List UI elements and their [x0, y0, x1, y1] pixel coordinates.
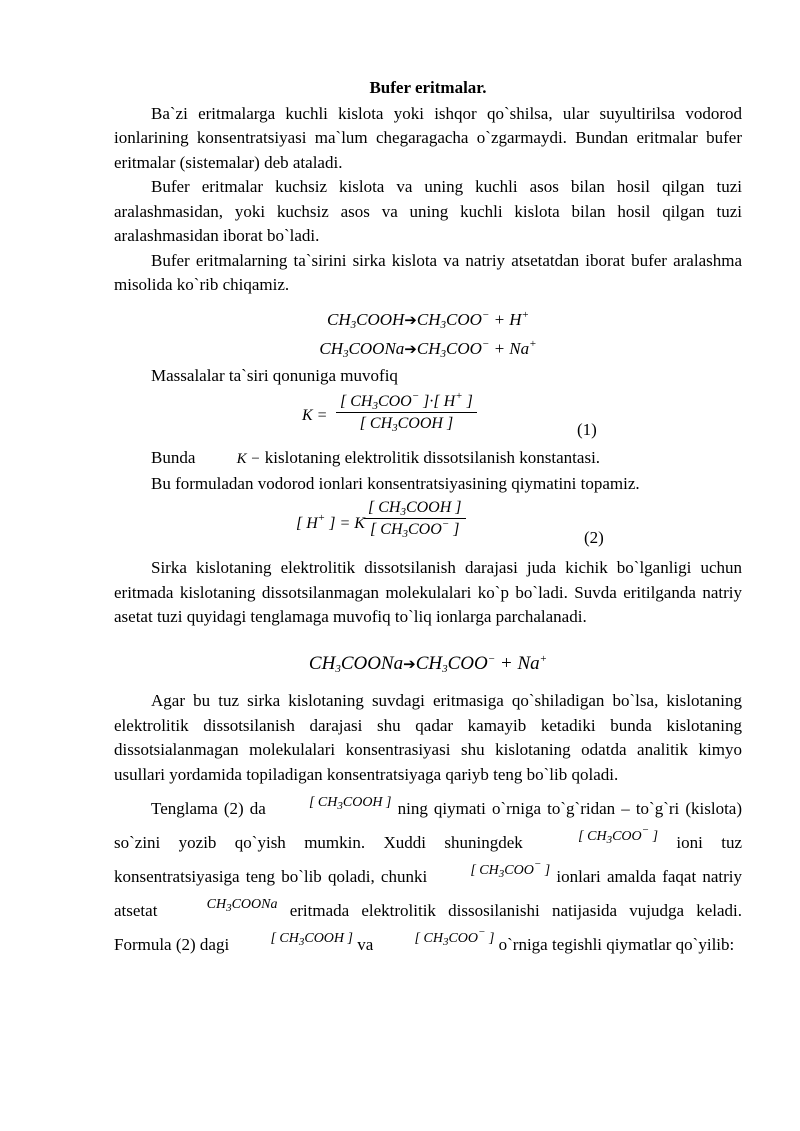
paragraph-definition: Bufer eritmalar kuchsiz kislota va uning kuchli asos bilan hosil qilgan tuzi aralashmasidan, yoki kuchsiz asos va uning kuchli kislota bilan hosil qilgan tuzi aralashmasidan iborat bo`ladi.	[114, 177, 742, 245]
formula-h-lhs: [ H+ ] = K	[296, 512, 365, 532]
equation-sodium-acetate-dissociation: $CH_3COONa➔CH_3COO^- + Na^+$	[319, 337, 537, 360]
paragraph-k-definition: Bunda K − kislotaning elektrolitik dissotsilanish konstantasi.	[114, 446, 742, 472]
page-title: Bufer eritmalar.	[369, 78, 487, 97]
document-page	[114, 66, 742, 963]
inline-formula-acetate-1: [ $CH_3COO^-$ ]	[578, 824, 659, 846]
equation-acetic-acid-dissociation: $CH_3COOH➔CH_3COO^- + H^+$	[326, 308, 530, 331]
paragraph-salt-effect: Agar bu tuz sirka kislotaning suvdagi eritmasiga qo`shiladigan bo`lsa, kislotaning elektrolitik dissotsilanish darajasi shu qadar kamayib ketadiki bunda kislotaning dissotsialanmagan molekulalari konsentrasiyasi shu kislotaning odatda analitik kimyo usullari yordamida topiladigan konsentratsiyaga qariyb teng bo`lib qoladi.	[114, 691, 742, 784]
inline-formula-acid: [ $CH_3COOH$ ]	[308, 795, 392, 812]
paragraph-substitution: Tenglama (2) da [ $CH_3COOH$ ] ning qiymati o`rniga to`g`ridan – to`g`ri (kislota) so`zini yozib qo`yish mumkin. Xuddi shuningdek [ $CH_3COO^-$ ] ioni tuz konsentratsiyasiga teng bo`lib qoladi, chunki [ $CH_3COO^-$ ] ionlari amalda faqat natriy atsetat $CH_3COONa$ eritmada elektrolitik dissosilanishi natijasida vujudga keladi. Formula (2) dagi [ $CH_3COOH$ ] va [ $CH_3COO^-$ ] o`rniga tegishli qiymatlar qo`yilib:	[114, 793, 742, 963]
formula-k-lhs: K =	[302, 407, 328, 424]
equation-number-2: (2)	[584, 528, 604, 547]
formula-h-fraction: [ $CH_3COOH$ ] [ $CH_3COO^-$ ]	[364, 498, 466, 541]
inline-formula-acetate-3: [ $CH_3COO^-$ ]	[414, 926, 495, 948]
inline-formula-sodium-acetate: $CH_3COONa$	[206, 897, 278, 914]
inline-formula-acetate-2: [ $CH_3COO^-$ ]	[470, 858, 551, 880]
paragraph-weak-dissociation: Sirka kislotaning elektrolitik dissotsilanish darajasi juda kichik bo`lganligi uchun eritmada kislotaning dissotsilanmagan molekulalari ko`p bo`ladi. Suvda eritilganda natriy asetat tuzi quyidagi tenglamaga muvofiq to`liq ionlarga parchalanadi.	[114, 558, 742, 626]
k-symbol: K −	[236, 451, 261, 467]
formula-k-fraction: [ $CH_3COO^-$ ]·[ H+ ] [ $CH_3COOH$ ]	[336, 392, 477, 435]
paragraph-mass-action: Massalalar ta`siri qonuniga muvofiq	[151, 365, 398, 385]
formula-dissociation-constant	[114, 388, 742, 446]
paragraph-intro: Ba`zi eritmalarga kuchli kislota yoki ishqor qo`shilsa, ular suyultirilsa vodorod ionlarining konsentratsiyasi ma`lum chegaragacha o`zgarmaydi. Bundan eritmalar bufer eritmalar (sistemalar) deb ataladi.	[114, 103, 742, 172]
inline-formula-acid-2: [ $CH_3COOH$ ]	[270, 931, 353, 948]
equation-number-1: (1)	[577, 420, 597, 439]
paragraph-example: Bufer eritmalarning ta`sirini sirka kislota va natriy atsetatdan iborat bufer aralashma misolida ko`rib chiqamiz.	[114, 250, 742, 294]
formula-hydrogen-ion	[114, 496, 742, 556]
equation-sodium-acetate-full: $CH_3COONa➔CH_3COO^- + Na^+$	[308, 652, 548, 675]
paragraph-find-h: Bu formuladan vodorod ionlari konsentratsiyasining qiymatini topamiz.	[151, 473, 640, 493]
